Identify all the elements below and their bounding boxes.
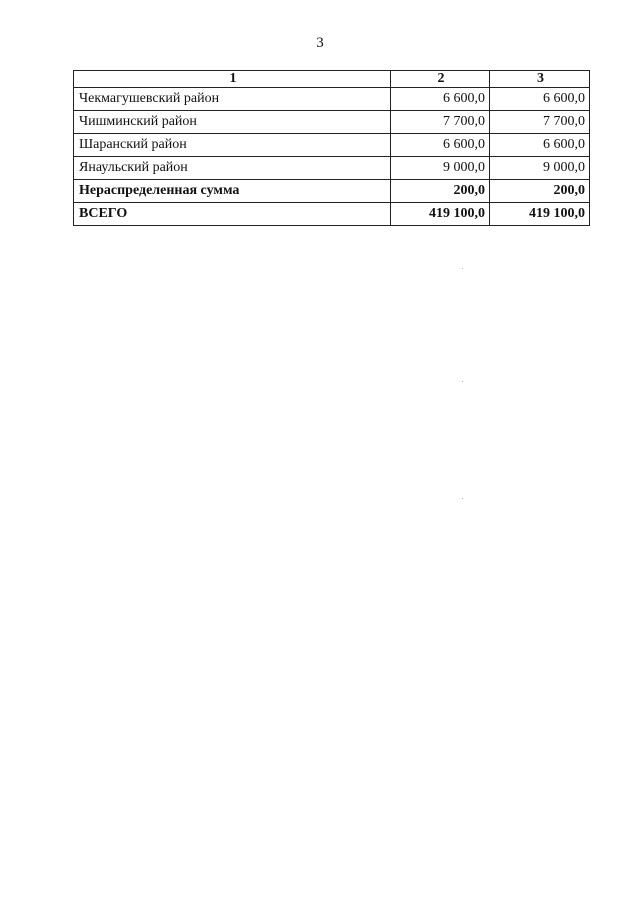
scan-speck xyxy=(462,381,463,382)
row-value-col2: 9 000,0 xyxy=(391,157,490,180)
row-value-col3: 6 600,0 xyxy=(490,134,590,157)
scan-speck xyxy=(462,268,463,269)
row-name: Чекмагушевский район xyxy=(74,88,391,111)
table-row xyxy=(74,111,590,134)
page-number: 3 xyxy=(316,35,324,51)
row-value-col2: 6 600,0 xyxy=(391,134,490,157)
row-value-col3: 419 100,0 xyxy=(490,203,590,226)
total-row xyxy=(74,203,590,226)
column-header-3: 3 xyxy=(490,71,590,88)
row-value-col2: 7 700,0 xyxy=(391,111,490,134)
row-value-col3: 200,0 xyxy=(490,180,590,203)
row-name: Янаульский район xyxy=(74,157,391,180)
table-row xyxy=(74,134,590,157)
column-header-1: 1 xyxy=(74,71,391,88)
column-header-2: 2 xyxy=(391,71,490,88)
row-value-col2: 200,0 xyxy=(391,180,490,203)
row-value-col3: 9 000,0 xyxy=(490,157,590,180)
row-value-col2: 419 100,0 xyxy=(391,203,490,226)
row-name: ВСЕГО xyxy=(74,203,391,226)
table-row xyxy=(74,157,590,180)
row-name: Шаранский район xyxy=(74,134,391,157)
row-name: Чишминский район xyxy=(74,111,391,134)
row-value-col3: 7 700,0 xyxy=(490,111,590,134)
row-name: Нераспределенная сумма xyxy=(74,180,391,203)
allocation-table xyxy=(73,70,590,226)
table-row xyxy=(74,88,590,111)
row-value-col3: 6 600,0 xyxy=(490,88,590,111)
row-value-col2: 6 600,0 xyxy=(391,88,490,111)
unallocated-row xyxy=(74,180,590,203)
scan-speck xyxy=(462,498,463,499)
table-header-row xyxy=(74,71,590,88)
